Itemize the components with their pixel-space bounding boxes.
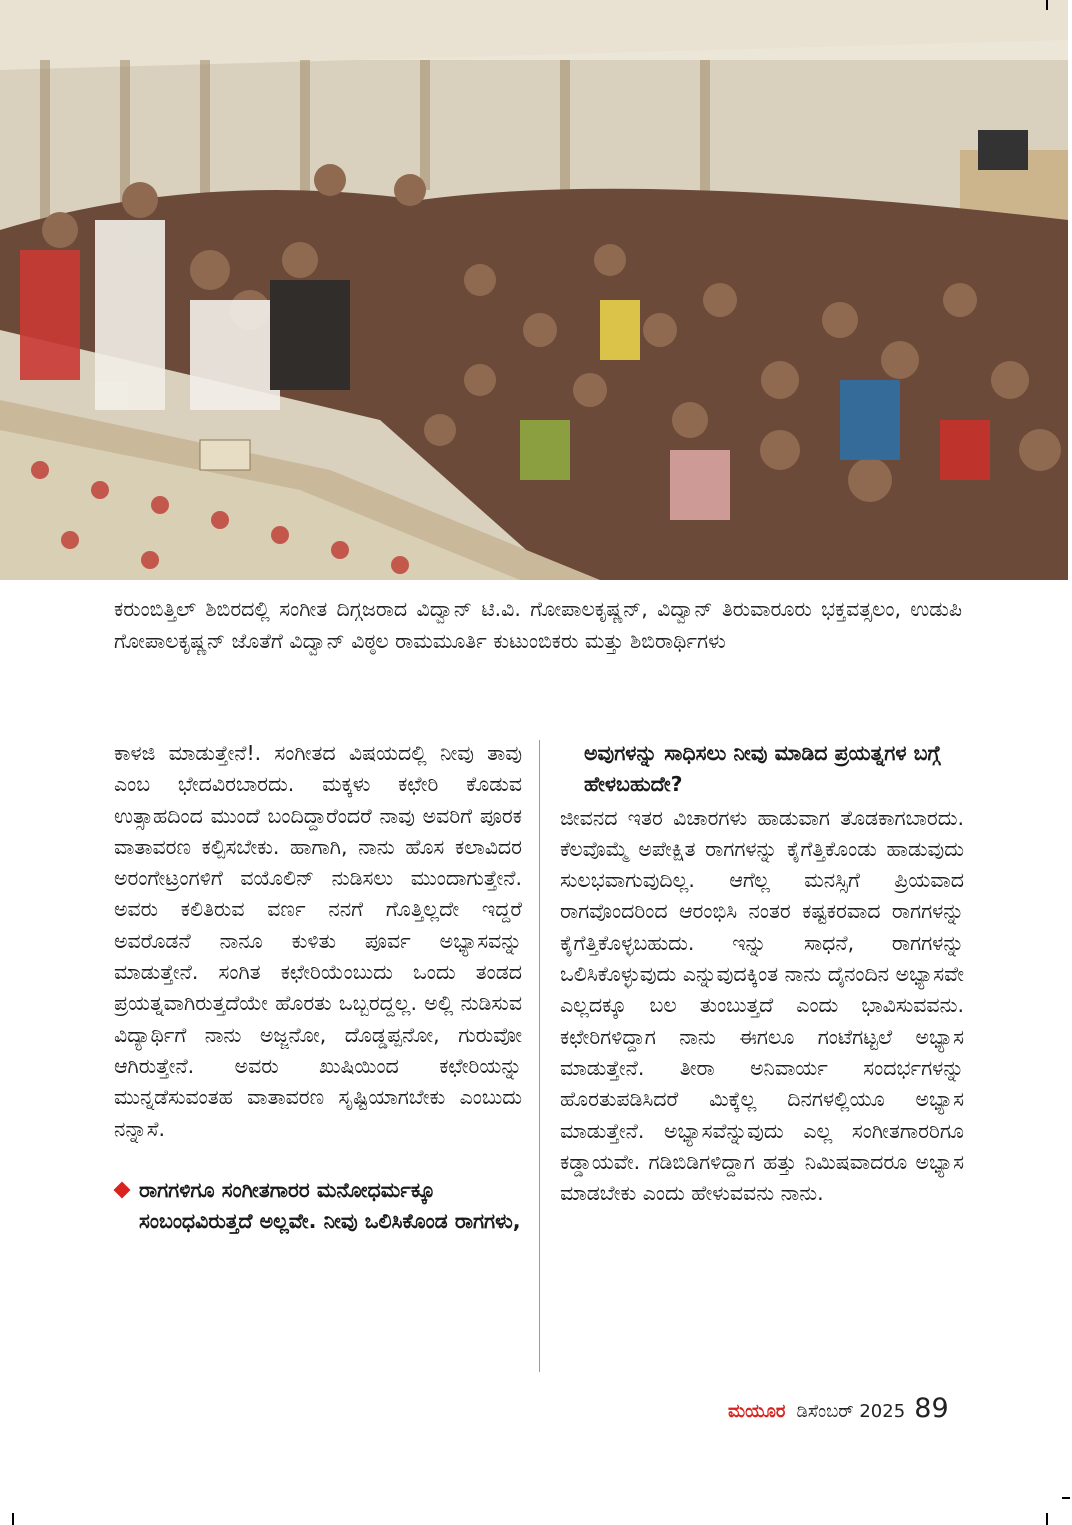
- question-continuation: ಅವುಗಳನ್ನು ಸಾಧಿಸಲು ನೀವು ಮಾಡಿದ ಪ್ರಯತ್ನಗಳ ಬಗ್ಗೆ ಹೇಳಬಹುದೇ?: [584, 741, 941, 797]
- right-body-text: ಜೀವನದ ಇತರ ವಿಚಾರಗಳು ಹಾಡುವಾಗ ತೊಡಕಾಗಬಾರದು. ಕೆಲವೊಮ್ಮೆ ಅಪೇಕ್ಷಿತ ರಾಗಗಳನ್ನು ಕೈಗೆತ್ತಿಕೊಂಡು ಹಾಡುವುದು ಸುಲಭವಾಗುವುದಿಲ್ಲ. ಆಗೆಲ್ಲ ಮನಸ್ಸಿಗೆ ಪ್ರಿಯವಾದ ರಾಗವೊಂದರಿಂದ ಆರಂಭಿಸಿ ನಂತರ ಕಷ್ಟಕರವಾದ ರಾಗಗಳನ್ನು ಕೈಗೆತ್ತಿಕೊಳ್ಳಬಹುದು. ಇನ್ನು ಸಾಧನೆ, ರಾಗಗಳನ್ನು ಒಲಿಸಿಕೊಳ್ಳುವುದು ಎನ್ನುವುದಕ್ಕಿಂತ ನಾನು ದೈನಂದಿನ ಅಭ್ಯಾಸವೇ ಎಲ್ಲದಕ್ಕೂ ಬಲ ತುಂಬುತ್ತದೆ ಎಂದು ಭಾವಿಸುವವನು. ಕಛೇರಿಗಳಿದ್ದಾಗ ನಾನು ಈಗಲೂ ಗಂಟೆಗಟ್ಟಲೆ ಅಭ್ಯಾಸ ಮಾಡುತ್ತೇನೆ. ತೀರಾ ಅನಿವಾರ್ಯ ಸಂದರ್ಭಗಳನ್ನು ಹೊರತುಪಡಿಸಿದರೆ ಮಿಕ್ಕೆಲ್ಲ ದಿನಗಳಲ್ಲಿಯೂ ಅಭ್ಯಾಸ ಮಾಡುತ್ತೇನೆ. ಅಭ್ಯಾಸವೆನ್ನುವುದು ಎಲ್ಲ ಸಂಗೀತಗಾರರಿಗೂ ಕಡ್ಡಾಯವೇ. ಗಡಿಬಿಡಿಗಳಿದ್ದಾಗ ಹತ್ತು ನಿಮಿಷವಾದರೂ ಅಭ್ಯಾಸ ಮಾಡಬೇಕು ಎಂದು ಹೇಳುವವನು ನಾನು.: [560, 805, 964, 1206]
- page-footer: [728, 1393, 949, 1424]
- photo-caption: ಕರುಂಬಿತ್ತಿಲ್ ಶಿಬಿರದಲ್ಲಿ ಸಂಗೀತ ದಿಗ್ಗಜರಾದ ವಿದ್ವಾನ್ ಟಿ.ವಿ. ಗೋಪಾಲಕೃಷ್ಣನ್, ವಿದ್ವಾನ್ ತಿರುವಾರೂರು ಭಕ್ತವತ್ಸಲಂ, ಉಡುಪಿ ಗೋಪಾಲಕೃಷ್ಣನ್ ಜೊತೆಗೆ ವಿದ್ವಾನ್ ವಿಠ್ಠಲ ರಾಮಮೂರ್ತಿ ಕುಟುಂಬಿಕರು ಮತ್ತು ಶಿಬಿರಾರ್ಥಿಗಳು: [114, 597, 962, 653]
- crop-mark-right-bottom: [1062, 1497, 1070, 1499]
- magazine-brand: ಮಯೂರ: [728, 1401, 786, 1422]
- question-text-part-1: ರಾಗಗಳಿಗೂ ಸಂಗೀತಗಾರರ ಮನೋಧರ್ಮಕ್ಕೂ ಸಂಬಂಧವಿರುತ್ತದೆ ಅಲ್ಲವೇ. ನೀವು ಒಲಿಸಿಕೊಂಡ ರಾಗಗಳು,: [139, 1177, 521, 1234]
- left-body-text: ಕಾಳಜಿ ಮಾಡುತ್ತೇನೆ!. ಸಂಗೀತದ ವಿಷಯದಲ್ಲಿ ನೀವು ತಾವು ಎಂಬ ಭೇದವಿರಬಾರದು. ಮಕ್ಕಳು ಕಛೇರಿ ಕೊಡುವ ಉತ್ಸಾಹದಿಂದ ಮುಂದೆ ಬಂದಿದ್ದಾರೆಂದರೆ ನಾವು ಅವರಿಗೆ ಪೂರಕ ವಾತಾವರಣ ಕಲ್ಪಿಸಬೇಕು. ಹಾಗಾಗಿ, ನಾನು ಹೊಸ ಕಲಾವಿದರ ಅರಂಗೇಟ್ರಂಗಳಿಗೆ ವಯೊಲಿನ್ ನುಡಿಸಲು ಮುಂದಾಗುತ್ತೇನೆ. ಅವರು ಕಲಿತಿರುವ ವರ್ಣ ನನಗೆ ಗೊತ್ತಿಲ್ಲದೇ ಇದ್ದರೆ ಅವರೊಡನೆ ನಾನೂ ಕುಳಿತು ಪೂರ್ವ ಅಭ್ಯಾಸವನ್ನು ಮಾಡುತ್ತೇನೆ. ಸಂಗಿತ ಕಛೇರಿಯೆಂಬುದು ಒಂದು ತಂಡದ ಪ್ರಯತ್ನವಾಗಿರುತ್ತದೆಯೇ ಹೊರತು ಒಬ್ಬರದ್ದಲ್ಲ. ಅಲ್ಲಿ ನುಡಿಸುವ ವಿದ್ಯಾರ್ಥಿಗೆ ನಾನು ಅಜ್ಜನೋ, ದೊಡ್ಡಪ್ಪನೋ, ಗುರುವೋ ಆಗಿರುತ್ತೇನೆ. ಅವರು ಖುಷಿಯಿಂದ ಕಛೇರಿಯನ್ನು ಮುನ್ನಡೆಸುವಂತಹ ವಾತಾವರಣ ಸೃಷ್ಟಿಯಾಗಬೇಕು ಎಂಬುದು ನನ್ನಾಸೆ.: [114, 741, 522, 1141]
- crop-mark-bottom: [1046, 1513, 1048, 1525]
- page-number: 89: [914, 1393, 949, 1424]
- issue-month: ಡಿಸೆಂಬರ್ 2025: [796, 1401, 906, 1422]
- left-column: [114, 738, 522, 1237]
- crop-mark-left-bottom: [12, 1513, 14, 1525]
- column-divider: [539, 740, 540, 1372]
- right-column: [560, 738, 964, 1209]
- interview-question: [114, 1175, 522, 1238]
- group-photo: [0, 0, 1068, 580]
- crop-mark-top: [1046, 0, 1048, 10]
- question-diamond-icon: [114, 1181, 131, 1198]
